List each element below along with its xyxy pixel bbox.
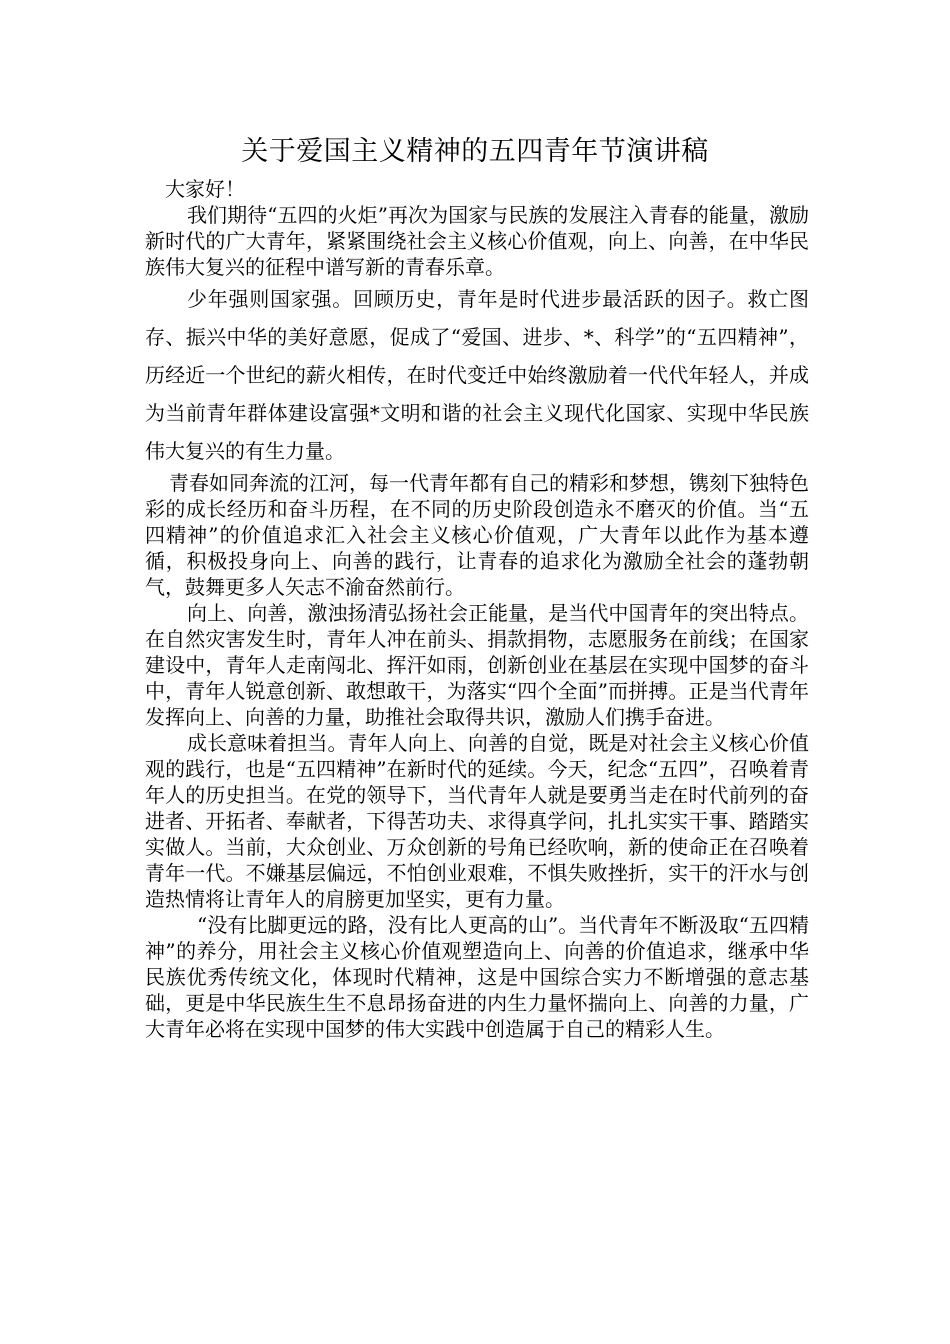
paragraph-2: 少年强则国家强。回顾历史，青年是时代进步最活跃的因子。救亡图存、振兴中华的美好意愿，促成了“爱国、进步、*、科学”的“五四精神”，历经近一个世纪的薪火相传，在时代变迁中始终激励着一代代年轻人，并成为当前青年群体建设富强*文明和谐的社会主义现代化国家、实现中华民族伟大复兴的有生力量。 (145, 287, 809, 463)
document-title: 关于爱国主义精神的五四青年节演讲稿 (241, 136, 709, 167)
greeting: 大家好！ (165, 177, 245, 201)
paragraph-4: 向上、向善，激浊扬清弘扬社会正能量，是当代中国青年的突出特点。在自然灾害发生时，青年人冲在前头、捐款捐物，志愿服务在前线；在国家建设中，青年人走南闯北、挥汗如雨，创新创业在基层在实现中国梦的奋斗中，青年人锐意创新、敢想敢干，为落实“四个全面”而拼搏。正是当代青年发挥向上、向善的力量，助推社会取得共识，激励人们携手奋进。 (145, 601, 809, 729)
paragraph-5: 成长意味着担当。青年人向上、向善的自觉，既是对社会主义核心价值观的践行，也是“五四精神”在新时代的延续。今天，纪念“五四”，召唤着青年人的历史担当。在党的领导下，当代青年人就是要勇当走在时代前列的奋进者、开拓者、奉献者，下得苦功夫、求得真学问，扎扎实实干事、踏踏实实做人。当前，大众创业、万众创新的号角已经吹响，新的使命正在召唤着青年一代。不嫌基层偏远，不怕创业艰难，不惧失败挫折，实干的汗水与创造热情将让青年人的肩膀更加坚实，更有力量。 (145, 731, 809, 911)
document-body (145, 176, 809, 1042)
paragraph-1: 我们期待“五四的火炬”再次为国家与民族的发展注入青春的能量，激励新时代的广大青年，紧紧围绕社会主义核心价值观，向上、向善，在中华民族伟大复兴的征程中谱写新的青春乐章。 (145, 203, 809, 279)
paragraph-6: “没有比脚更远的路，没有比人更高的山”。当代青年不断汲取“五四精神”的养分，用社会主义核心价值观塑造向上、向善的价值追求，继承中华民族优秀传统文化，体现时代精神，这是中国综合实力不断增强的意志基础，更是中华民族生生不息昂扬奋进的内生力量怀揣向上、向善的力量，广大青年必将在实现中国梦的伟大实践中创造属于自己的精彩人生。 (145, 913, 809, 1041)
paragraph-3: 青春如同奔流的江河，每一代青年都有自己的精彩和梦想，镌刻下独特色彩的成长经历和奋斗历程，在不同的历史阶段创造永不磨灭的价值。当“五四精神”的价值追求汇入社会主义核心价值观，广大青年以此作为基本遵循，积极投身向上、向善的践行，让青春的追求化为激励全社会的蓬勃朝气，鼓舞更多人矢志不渝奋然前行。 (145, 471, 809, 599)
